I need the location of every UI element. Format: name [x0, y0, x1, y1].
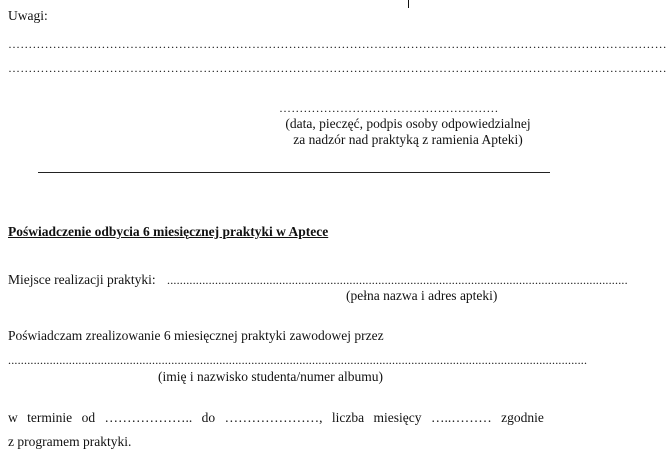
term-word-miesiecy: miesięcy [373, 410, 422, 425]
remarks-line-1: ……………………………………………………………………………………………………………………………………………… [8, 37, 667, 51]
term-word-od: od [81, 410, 96, 425]
term-dots-months: …..……… [430, 410, 492, 425]
certificate-title: Poświadczenie odbycia 6 miesięcznej praktyki w Aptece [8, 224, 329, 239]
term-word-w: w [8, 410, 18, 425]
term-word-liczba: liczba [331, 410, 365, 425]
remarks-line-2: ……………………………………………………………………………………………………………………………………………… [8, 61, 667, 75]
signature-dots: ……………………………………………… [279, 101, 499, 115]
term-word-zgodnie: zgodnie [501, 410, 544, 425]
term-word-do: do [201, 410, 216, 425]
term-line [8, 410, 544, 426]
page-edge-mark [408, 0, 409, 8]
section-divider [38, 172, 550, 173]
term-word-terminie: terminie [27, 410, 73, 425]
student-hint: (imię i nazwisko studenta/numer albumu) [158, 369, 383, 384]
place-hint: (pełna nazwa i adres apteki) [346, 288, 498, 303]
program-text: z programem praktyki. [8, 434, 132, 449]
student-dots: ..................................................................................................................................................................................... [8, 353, 588, 367]
place-dots: ................................................................................................................................................ [167, 273, 628, 287]
term-dots-from: ……………….. [104, 410, 193, 425]
remarks-label: Uwagi: [8, 8, 48, 23]
term-dots-to: …………………, [224, 410, 323, 425]
signature-caption-line-2: za nadzór nad praktyką z ramienia Apteki) [293, 132, 523, 147]
signature-caption-line-1: (data, pieczęć, podpis osoby odpowiedzialnej [285, 116, 531, 131]
confirm-text: Poświadczam zrealizowanie 6 miesięcznej praktyki zawodowej przez [8, 328, 384, 343]
place-label: Miejsce realizacji praktyki: [8, 272, 156, 287]
